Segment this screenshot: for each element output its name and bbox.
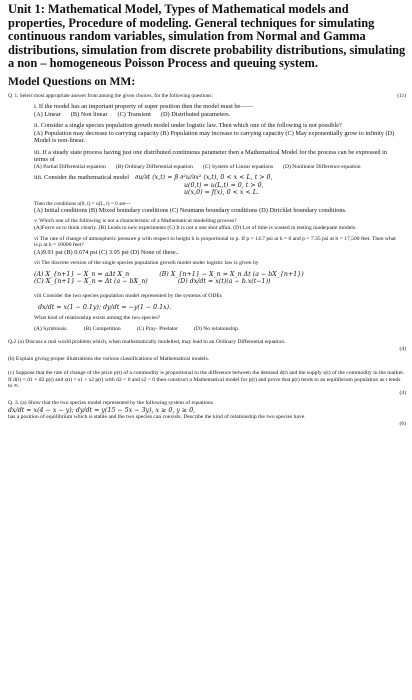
q1-item-ii-body: (A) Population may decrease to carrying capacity (B) Population may increase to carrying capacity (C) May exponentially grow to infinity (D) Model is non-linear. [34,129,395,145]
q3-part-a [8,400,406,427]
q1-item-iiii-after: Then the conditions u(0, t) = u(L, t) = 0 are— [34,200,131,207]
option-a: (A) Partial Differential equation [34,163,106,170]
option-d: (D) dx/dt = x(t)(a − b.x(t−1)) [177,278,271,286]
q1-marks: (11) [397,92,406,99]
q1-item-vii [8,260,406,286]
option-d: (D) No relationship. [194,325,240,332]
option-c: (C) System of Linear equations [202,163,274,170]
q1-item-i [8,103,406,118]
q2-part-a [8,339,406,352]
q1-instruction: Q. 1. Select most appropriate answer from among the given choices, for the following questions: [8,92,213,99]
q1-item-vi-text: vi The rate of change of atmospheric pressure p with respect to height h is proportional to p. If p = 14.7 psi at h = 0 and p = 7.35 psi at h = 17,500 feet. Then what is p at h = 10000 feet? [34,235,396,249]
q2-a-text: Q.2 (a) Discuss a real world problem which, when mathematically modelled, may lead to an Ordinary Differential equation. [8,339,286,346]
q1-item-vii-text: vii The discrete version of the single species population growth model under logistic law is given by [34,260,259,267]
two-species-equations: dx/dt = x(1 − 0.1y); dy/dt = −y(1 − 0.1x). [38,303,172,311]
q1-item-iiii-intro [34,174,400,182]
q1-item-iiii [8,174,406,214]
heat-equation: ∂u/∂t (x,t) = β ∂²u/∂x² (x,t), 0 < x < L, t > 0, [134,174,273,182]
q3-after: has a position of equilibrium which is stable and the two species can coexists. Describe the kind of relationship the two species have. [8,414,306,421]
option-a: (A) Symbiosis. [34,325,68,332]
option-b: (B) Non linear [70,110,108,118]
q2-part-c [8,370,406,396]
q2-a-marks: (4) [399,345,406,352]
model-questions-heading: Model Questions on MM: [8,74,136,88]
option-c: (C) Pray- Predator [136,325,179,332]
q2-part-b: (b) Explain giving proper illustrations the various classifications of Mathematical models. [8,356,210,363]
q1-item-iiii-body: (A) Initial conditions (B) Mixed boundary conditions (C) Neumann boundary conditions (D) Dirichlet boundary conditions. [34,206,347,214]
option-c: (C) Transient [117,110,151,118]
q3-a-text: Q. 3. (a) Show that the two species model represented by the following system of equations [8,400,213,407]
boundary-equation: u(0,t) = u(L,t) = 0, t > 0, [184,181,264,189]
q1-item-viii-options [34,326,400,333]
q1-item-iii-text: iii. If a steady state process having just one distributed continuous parameter then a Mathematical Model for the process can be expressed in terms of [34,148,388,164]
option-b: (B) Competition [83,325,121,332]
q1-item-vi [8,236,406,257]
q1-item-v [8,218,406,231]
q1-item-iii-options [34,164,400,171]
q1-item-v-body: (A)Force us to think clearly. (B) Leads to new experiments (C) It is not a one shot affair. (D) Lot of time is wasted in testing inadequate models. [34,225,357,232]
q1-item-v-text: v. Which one of the following is not a characteristic of a Mathematical modelling process? [34,218,237,225]
option-d: (D) Nonlinear Difference equation [283,163,361,170]
q1-item-viii-after: What kind of relationship exists among the two species? [34,315,161,322]
q1-item-iii [8,149,406,171]
q1-item-i-text: i. If the model has an important property of super position then the model must be—— [34,103,253,111]
q3-marks: (6) [399,421,406,428]
option-a: (A) Linear [34,110,61,118]
q1-header [8,93,406,99]
option-c: (C) X_{n+1} − X_n = Δt (a − bX_n) [34,278,148,286]
q1-item-viii-text: viii Consider the two species population model represented by the systems of ODEs [34,292,222,299]
q1-item-i-options [34,111,400,119]
q1-item-ii-text: ii. Consider a single species population growth model under logistic law. Then which one of the following is not possible? [34,122,342,130]
option-a: (A) X_{n+1} − X_n = aΔt X_n [34,270,130,278]
q1-item-viii [8,293,406,332]
option-d: (D) Distributed parameters. [160,110,231,118]
option-b: (B) X_{n+1} − X_n = X_n Δt (a − bX_{n+1}) [159,270,304,278]
option-b: (B) Ordinary Differential equation [115,163,193,170]
q1-item-vii-options [34,271,400,286]
unit-title: Unit 1: Mathematical Model, Types of Mathematical models and properties, Procedure of modeling. General techniques for simulating continuous random variables, simulation from Normal and Gamma distributions, simulation from discrete probability distributions, simulating a non – homogeneous Poisson Process and queuing system. [8,2,406,71]
q2-c-text: (c) Suppose that the rate of change of the price p(t) of a commodity is proportional to the difference between the demand d(t) and the supply s(t) of the commodity in the market. If d(t) = d1 + d2 p(t) and s(t) = s1 + s2 p(t) with d2 < 0 and s2 > 0 then construct a Mathematical model for p(t) and prove that p(t) tends to an equilibrium population as t tends to ∞. [8,370,405,390]
initial-equation: u(x,0) = f(x), 0 < x < L. [184,189,259,197]
q1-item-iiii-text: iiii. Consider the mathematical model [34,174,129,182]
q1-item-ii [8,122,406,145]
q2-c-marks: (4) [399,389,406,396]
q3-equations: dx/dt = x(4 − x − y); dy/dt = y(15 − 5x − 3y), x ≥ 0, y ≥ 0, [8,406,196,414]
q1-item-vi-body: (A)9.91 psi (B) 0.674 psi (C) 3.95 psi (D) None of these.. [34,248,179,256]
